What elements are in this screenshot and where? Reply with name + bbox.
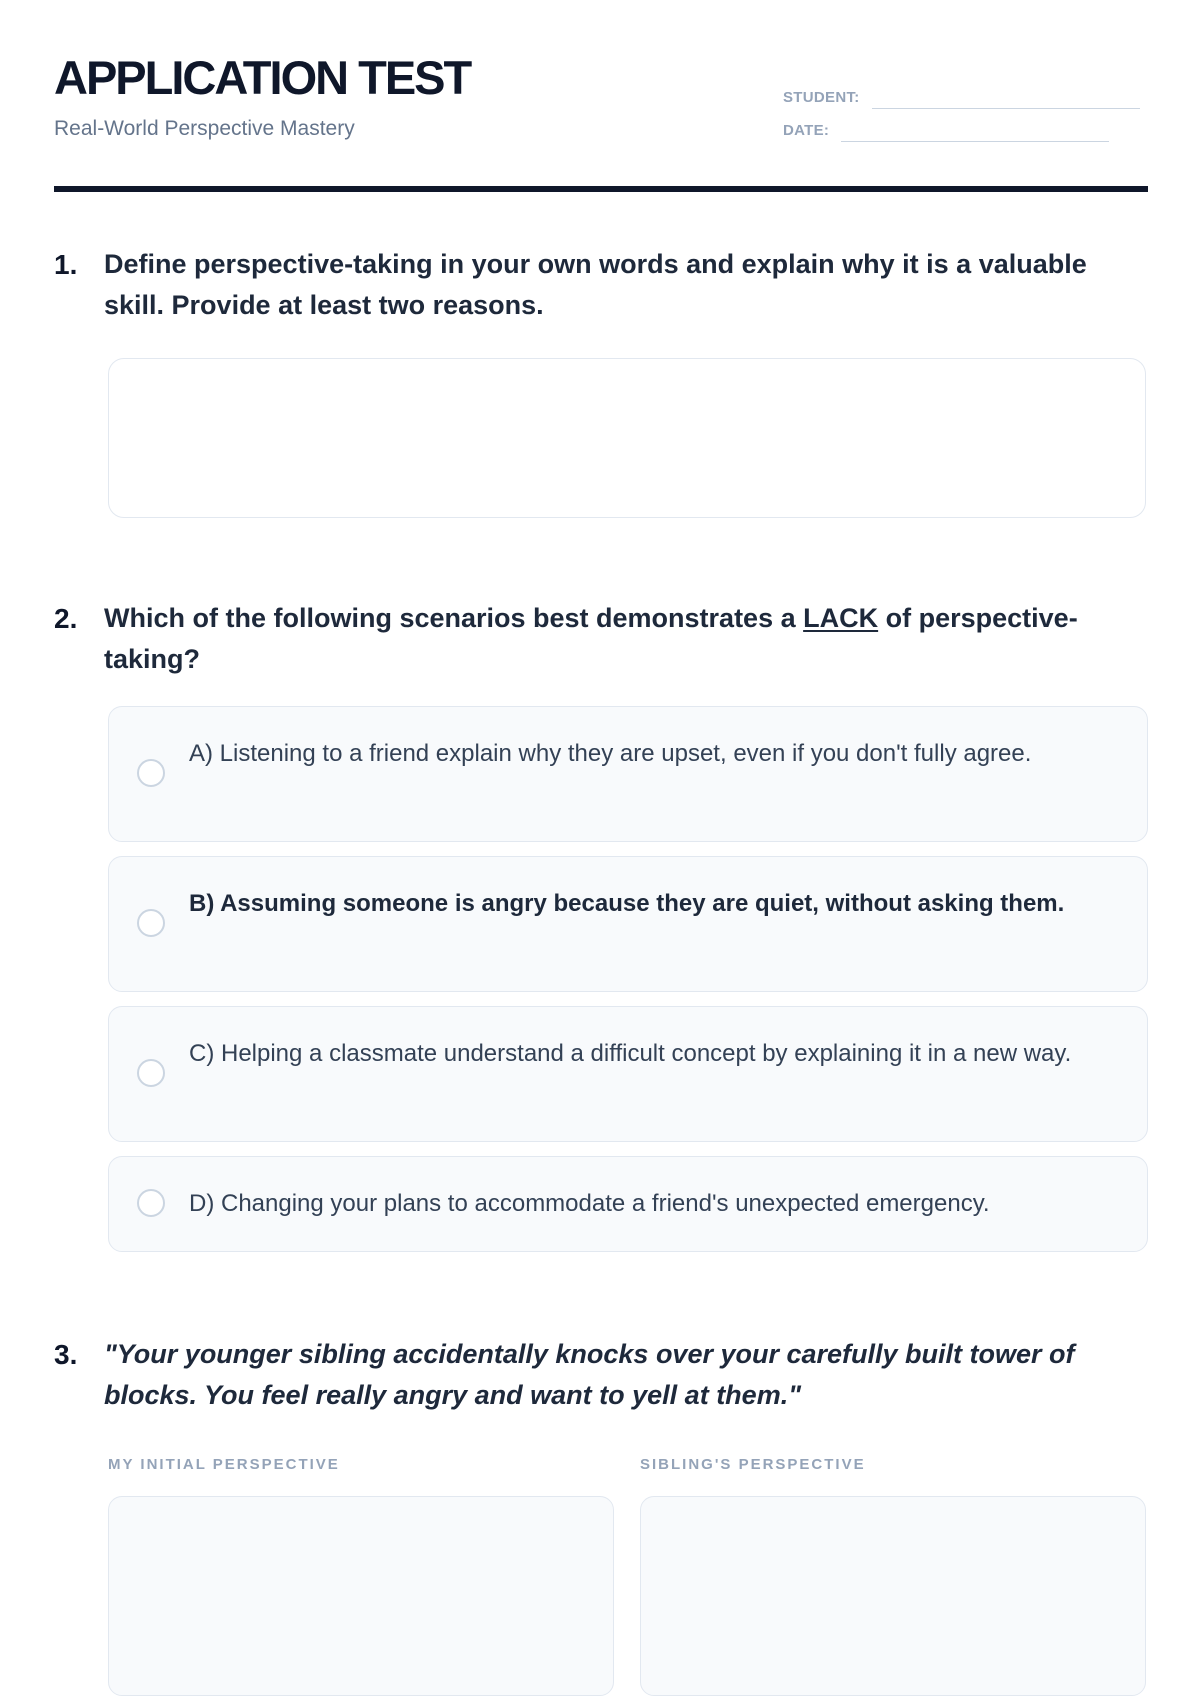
radio-button[interactable] xyxy=(137,1189,165,1217)
sibling-perspective-box[interactable] xyxy=(640,1496,1146,1696)
option-c[interactable] xyxy=(108,1006,1148,1142)
student-field xyxy=(783,90,1140,107)
question-number: 2. xyxy=(54,603,78,634)
header-divider xyxy=(54,186,1148,192)
question-number: 3. xyxy=(54,1339,78,1370)
page-subtitle: Real-World Perspective Mastery xyxy=(54,117,355,140)
student-label: STUDENT: xyxy=(783,89,860,106)
scenario-text: "Your younger sibling accidentally knocks over your carefully built tower of blocks. You feel really angry and want to yell at them." xyxy=(104,1339,1075,1410)
radio-button[interactable] xyxy=(137,909,165,937)
initial-perspective-box[interactable] xyxy=(108,1496,614,1696)
option-label: A) Listening to a friend explain why they are upset, even if you don't fully agree. xyxy=(189,740,1032,767)
date-label: DATE: xyxy=(783,122,830,139)
student-name-line[interactable] xyxy=(872,108,1140,109)
question-text-after: of perspective-taking? xyxy=(104,603,1078,674)
option-label: B) Assuming someone is angry because they are quiet, without asking them. xyxy=(189,890,1065,917)
question-text-before: Which of the following scenarios best demonstrates a xyxy=(104,603,804,633)
initial-perspective-label: MY INITIAL PERSPECTIVE xyxy=(108,1456,340,1473)
sibling-perspective-label: SIBLING'S PERSPECTIVE xyxy=(640,1456,866,1473)
option-label: D) Changing your plans to accommodate a friend's unexpected emergency. xyxy=(189,1190,990,1217)
date-line[interactable] xyxy=(841,141,1109,142)
option-label: C) Helping a classmate understand a difficult concept by explaining it in a new way. xyxy=(189,1040,1072,1067)
option-d[interactable] xyxy=(108,1156,1148,1252)
option-a[interactable] xyxy=(108,706,1148,842)
question-number: 1. xyxy=(54,249,78,280)
answer-box-q1[interactable] xyxy=(108,358,1146,518)
date-field xyxy=(783,123,1109,140)
question-text: Define perspective-taking in your own words and explain why it is a valuable skill. Provide at least two reasons. xyxy=(104,249,1087,320)
question-emphasis: LACK xyxy=(803,603,879,633)
page-title: APPLICATION TEST xyxy=(54,51,471,104)
radio-button[interactable] xyxy=(137,1059,165,1087)
question-text xyxy=(104,598,1148,680)
worksheet-page xyxy=(54,0,1148,1473)
option-b[interactable] xyxy=(108,856,1148,992)
header xyxy=(54,0,1148,192)
radio-button[interactable] xyxy=(137,759,165,787)
